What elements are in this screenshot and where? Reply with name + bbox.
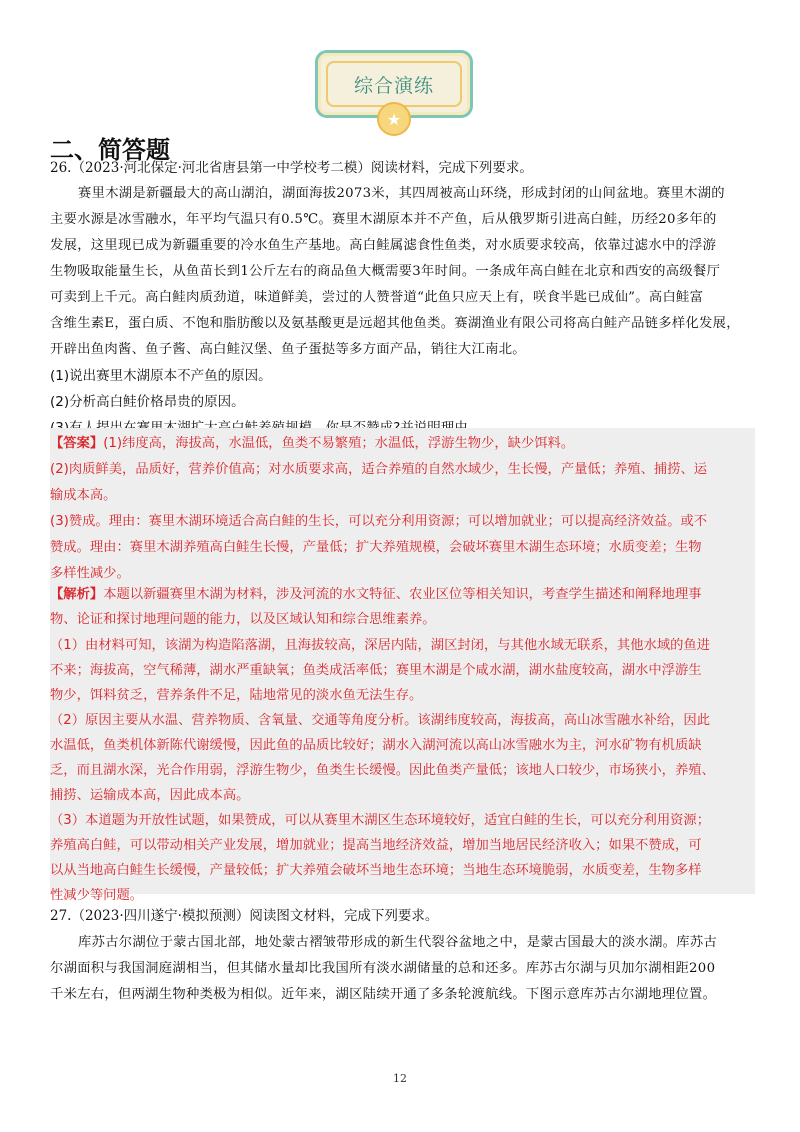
answer-line-5: 赞成。理由：赛里木湖养殖高白鲑生长慢，产量低；扩大养殖规模，会破坏赛里木湖生态环境；水质变差；生物 [50, 540, 702, 555]
analysis-line: 以从当地高白鲑生长缓慢，产量较低；扩大养殖会破坏当地生态环境；当地生态环境脆弱，水质变差，生物多样 [50, 863, 702, 878]
material-line: 千米左右，但两湖生物种类极为相似。近年来，湖区陆续开通了多条轮渡航线。下图示意库苏古尔湖地理位置。 [50, 987, 717, 1002]
analysis-line: 【解析】本题以新疆赛里木湖为材料，涉及河流的水文特征、农业区位等相关知识，考查学生描述和阐释地理事 [50, 587, 702, 602]
section-title: 二、简答题 [50, 136, 170, 164]
answer-line-1: 【答案】(1)纬度高，海拔高，水温低，鱼类不易繁殖；水温低，浮游生物少，缺少饵料。 [50, 436, 575, 451]
answer-line-2: (2)肉质鲜美，品质好，营养价值高；对水质要求高，适合养殖的自然水域少，生长慢，产量低；养殖、捕捞、运 [50, 462, 708, 477]
analysis-line: 物少，饵料贫乏，营养条件不足，陆地常见的淡水鱼无法生存。 [50, 688, 423, 703]
material-line: 主要水源是冰雪融水，年平均气温只有0.5℃。赛里木湖原本并不产鱼，后从俄罗斯引进高白鲑，历经20多年的 [50, 212, 717, 227]
analysis-line: 物、论证和探讨地理问题的能力，以及区域认知和综合思维素养。 [50, 612, 436, 627]
page-number: 12 [393, 1072, 407, 1085]
material-line: 可卖到上千元。高白鲑肉质劲道，味道鲜美，尝过的人赞誉道“此鱼只应天上有，咲食半匙已成仙”。高白鲑富 [50, 290, 704, 305]
material-line: 发展，这里现已成为新疆重要的冷水鱼生产基地。高白鲑属滤食性鱼类，对水质要求较高，依靠过滤水中的浮游 [50, 238, 717, 253]
banner-title: 综合演练 [353, 74, 434, 97]
answer-line-3: 输成本高。 [50, 488, 117, 503]
answer-line-4: (3)赞成。理由：赛里木湖环境适合高白鲑的生长，可以充分利用资源；可以增加就业；可以提高经济效益。或不 [50, 514, 708, 529]
analysis-line: 养殖高白鲑，可以带动相关产业发展，增加就业；提高当地经济效益，增加当地居民经济收入；如果不赞成，可 [50, 838, 702, 853]
analysis-tag: 【解析】 [50, 587, 104, 602]
material-line: 含维生素E，蛋白质、不饱和脂肪酸以及氨基酸更是远超其他鱼类。赛湖渔业有限公司将高白鲑产品链多样化发展， [50, 316, 740, 331]
question-27-header: 27.（2023·四川遂宁·模拟预测）阅读图文材料，完成下列要求。 [50, 908, 439, 924]
answer-tag: 【答案】 [50, 436, 104, 451]
sub-question-1: (1)说出赛里木湖原本不产鱼的原因。 [50, 368, 272, 384]
material-line: 尔湖面积与我国洞庭湖相当，但其储水量却比我国所有淡水湖储量的总和还多。库苏古尔湖与贝加尔湖相距200 [50, 961, 716, 976]
section-banner [315, 50, 471, 129]
analysis-line: 水温低，鱼类机体新陈代谢缓慢，因此鱼的品质比较好；湖水入湖河流以高山冰雪融水为主，河水矿物有机质缺 [50, 738, 702, 753]
analysis-line: 不来；海拔高，空气稀薄，湖水严重缺氧；鱼类成活率低；赛里木湖是个咸水湖，湖水盐度较高，湖水中浮游生 [50, 663, 702, 678]
material-line: 库苏古尔湖位于蒙古国北部，地处蒙古褶皱带形成的新生代裂谷盆地之中，是蒙古国最大的淡水湖。库苏古 [78, 935, 718, 950]
star-icon: ★ [377, 102, 411, 136]
material-line: 生物吸取能量生长，从鱼苗长到1公斤左右的商品鱼大概需要3年时间。一条成年高白鲑在北京和西安的高级餐厅 [50, 264, 721, 279]
material-line: 开辟出鱼肉酱、鱼子酱、高白鲑汉堡、鱼子蛋挞等多方面产品，销往大江南北。 [50, 342, 526, 357]
question-26-header: 26.（2023·河北保定·河北省唐县第一中学校考二模）阅读材料，完成下列要求。 [50, 160, 533, 176]
analysis-line: （1）由材料可知，该湖为构造陷落湖，且海拔较高，深居内陆，湖区封闭，与其他水域无联系，其他水域的鱼进 [50, 638, 711, 653]
analysis-line: 捕捞、运输成本高，因此成本高。 [50, 788, 250, 803]
material-line: 赛里木湖是新疆最大的高山湖泊，湖面海拔2073米，其四周被高山环绕，形成封闭的山间盆地。赛里木湖的 [78, 186, 725, 201]
analysis-line: 性减少等问题。 [50, 888, 144, 903]
banner-inner [326, 61, 462, 107]
analysis-line: （2）原因主要从水温、营养物质、含氧量、交通等角度分析。该湖纬度较高，海拔高，高山冰雪融水补给，因此 [50, 713, 711, 728]
answer-line-6: 多样性减少。 [50, 566, 130, 581]
analysis-line: 乏，而且湖水深，光合作用弱，浮游生物少，鱼类生长缓慢。因此鱼类产量低；该地人口较少，市场狭小，养殖、 [50, 763, 715, 778]
analysis-line: （3）本道题为开放性试题，如果赞成，可以从赛里木湖区生态环境较好，适宜白鲑的生长，可以充分利用资源； [50, 813, 711, 828]
sub-question-2: (2)分析高白鲑价格昂贵的原因。 [50, 394, 245, 410]
